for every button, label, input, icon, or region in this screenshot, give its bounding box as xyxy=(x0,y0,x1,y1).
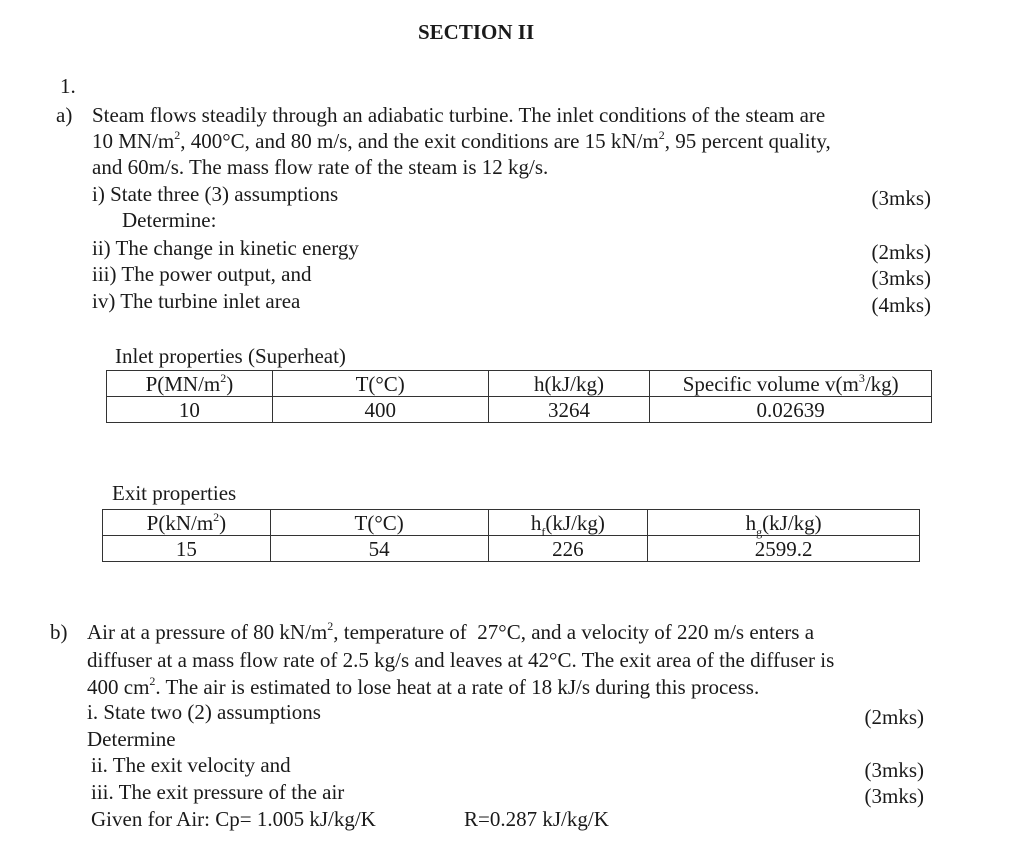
cell-pressure: 15 xyxy=(103,536,271,562)
part-b-line-2: diffuser at a mass flow rate of 2.5 kg/s and leaves at 42°C. The exit area of the diffuser is xyxy=(87,648,835,672)
inlet-properties-table xyxy=(106,370,932,423)
table-row xyxy=(107,397,932,423)
inlet-table-caption: Inlet properties (Superheat) xyxy=(115,344,346,368)
part-a-item-iii-marks: (3mks) xyxy=(871,266,931,290)
cell-specific-volume: 0.02639 xyxy=(650,397,932,423)
part-a-item-ii: ii) The change in kinetic energy xyxy=(92,236,359,260)
part-a-label: a) xyxy=(56,103,73,127)
header-specific-volume: Specific volume $v(m^3/kg)$ xyxy=(650,371,932,397)
part-a-line-3: and 60m/s. The mass flow rate of the steam is 12 kg/s. xyxy=(92,155,549,179)
header-hf: $h_f(kJ/kg)$ xyxy=(488,510,648,536)
exit-properties-table xyxy=(102,509,920,562)
table-header-row xyxy=(103,510,920,536)
cell-pressure: 10 xyxy=(107,397,273,423)
header-temperature: T(°C) xyxy=(272,371,488,397)
cell-hg: 2599.2 xyxy=(648,536,920,562)
question-number: 1. xyxy=(60,74,76,98)
table-row xyxy=(103,536,920,562)
section-title: SECTION II xyxy=(418,20,535,44)
header-pressure: $P(MN/m^2)$ xyxy=(107,371,273,397)
cell-temperature: 400 xyxy=(272,397,488,423)
part-a-item-iii: iii) The power output, and xyxy=(92,262,312,286)
part-a-line-2: 10 $MN/m^2$, 400°C, and 80 m/s, and the exit conditions are 15 $kN/m^2$, 95 percent quality, xyxy=(92,128,831,153)
part-b-item-iii-marks: (3mks) xyxy=(864,784,924,808)
part-b-item-ii: ii. The exit velocity and xyxy=(91,753,291,777)
cell-hf: 226 xyxy=(488,536,648,562)
part-a-item-i-marks: (3mks) xyxy=(871,186,931,210)
cell-temperature: 54 xyxy=(270,536,488,562)
part-b-label: b) xyxy=(50,620,68,644)
table-header-row xyxy=(107,371,932,397)
header-pressure: $P(kN/m^2)$ xyxy=(103,510,271,536)
gas-constant: R=0.287 kJ/kg/K xyxy=(464,807,609,831)
header-enthalpy: h(kJ/kg) xyxy=(488,371,650,397)
part-b-item-i: i. State two (2) assumptions xyxy=(87,700,321,724)
header-temperature: T(°C) xyxy=(270,510,488,536)
part-b-item-ii-marks: (3mks) xyxy=(864,758,924,782)
given-for-air: Given for Air: Cp= 1.005 kJ/kg/K xyxy=(91,807,376,831)
part-b-item-i-marks: (2mks) xyxy=(864,705,924,729)
part-a-line-1: Steam flows steadily through an adiabatic turbine. The inlet conditions of the steam are xyxy=(92,103,826,127)
part-a-item-iv-marks: (4mks) xyxy=(871,293,931,317)
cell-enthalpy: 3264 xyxy=(488,397,650,423)
part-a-determine: Determine: xyxy=(122,208,217,232)
part-b-line-1: Air at a pressure of 80 $kN/m^2$, temperature of 27°C, and a velocity of 220 m/s enters a xyxy=(87,619,815,644)
part-a-item-ii-marks: (2mks) xyxy=(871,240,931,264)
part-a-item-iv: iv) The turbine inlet area xyxy=(92,289,301,313)
part-b-line-3: 400 $cm^2$. The air is estimated to lose heat at a rate of 18 kJ/s during this process. xyxy=(87,674,760,699)
header-hg: $h_g(kJ/kg)$ xyxy=(648,510,920,536)
part-b-determine: Determine xyxy=(87,727,176,751)
part-b-item-iii: iii. The exit pressure of the air xyxy=(91,780,345,804)
part-a-item-i: i) State three (3) assumptions xyxy=(92,182,339,206)
exit-table-caption: Exit properties xyxy=(112,481,237,505)
